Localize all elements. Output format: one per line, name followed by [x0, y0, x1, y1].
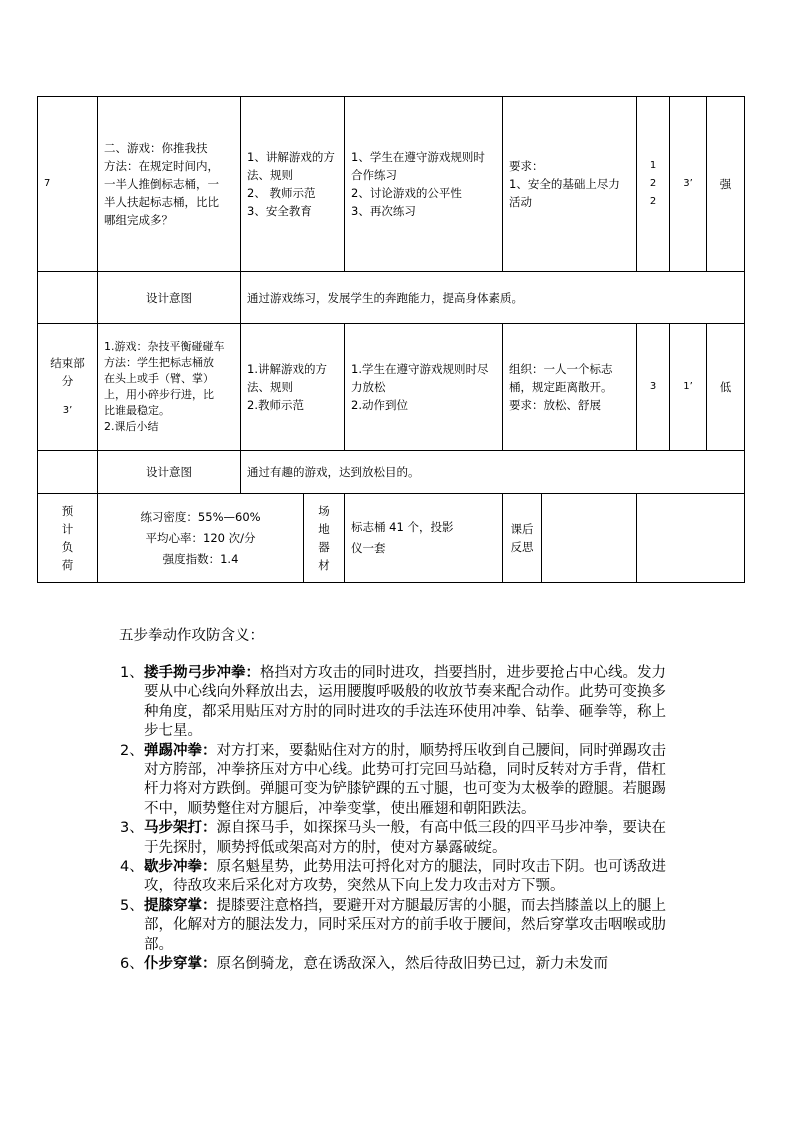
list-item: 4、 歇步冲拳：原名魁星势，此势用法可捋化对方的腿法，同时攻击下阴。也可诱敌进攻，待敌攻来后采化对方攻势，突然从下向上发力攻击对方下颚。 [120, 859, 666, 895]
ending-student: 1.学生在遵守游戏规则时尽 力放松 2.动作到位 [345, 324, 503, 451]
load-values [98, 494, 304, 583]
reflection-label: 课后 反思 [503, 494, 542, 582]
design-text-2: 通过有趣的游戏，达到放松目的。 [241, 451, 745, 494]
ending-organization: 组织：一人一个标志 桶，规定距离散开。 要求：放松、舒展 [503, 324, 637, 451]
list-item: 2、 弹踢冲拳：对方打来，要黏贴住对方的肘，顺势捋压收到自己腰间，同时弹踢攻击对方胯部，冲拳挤压对方中心线。此势可打完回马站稳，同时反转对方手背，借杠杆力将对方跌倒。弹腿可变为铲膝铲踝的五寸腿，也可变为太极拳的蹬腿。若腿踢不中，顺势蹩住对方腿后，冲拳变掌，使出雁翅和朝阳跌法。 [120, 742, 666, 817]
list-item: 1、 搂手拗弓步冲拳：格挡对方攻击的同时进攻，挡要挡肘，进步要抢占中心线。发力要从中心线向外释放出去，运用腰腹呼吸般的收放节奏来配合动作。此势可变换多种角度，都采用贴压对方肘的同时进攻的手法连环使用冲拳、钻拳、砸拳等，称上步七星。 [120, 665, 666, 740]
ending-teacher: 1.讲解游戏的方 法、规则 2.教师示范 [241, 324, 345, 451]
table-row-load [38, 494, 745, 583]
table-row-design-1 [38, 272, 745, 324]
row7-times: 1 2 2 [637, 97, 670, 272]
ending-part: 结束部 分 3’ [38, 324, 98, 451]
row7-teacher: 1、讲解游戏的方 法、规则 2、 教师示范 3、安全教育 [241, 97, 345, 272]
table-row-design-2 [38, 451, 745, 494]
list-item: 3、 马步架打：源自探马手，如探探马头一般，有高中低三段的四平马步冲拳，要诀在于先探肘，顺势捋低或架高对方的肘，使对方暴露破绽。 [120, 820, 666, 856]
row7-student: 1、学生在遵守游戏规则时 合作练习 2、讨论游戏的公平性 3、再次练习 [345, 97, 503, 272]
ending-duration: 1’ [670, 324, 707, 451]
list-item: 5、 提膝穿掌：提膝要注意格挡，要避开对方腿最厉害的小腿，而去挡膝盖以上的腿上部，化解对方的腿法发力，同时采压对方的前手收于腰间，然后穿掌攻击咽喉或肋部。 [120, 897, 666, 953]
row7-content: 二、游戏：你推我扶 方法：在规定时间内， 一半人推倒标志桶，一 半人扶起标志桶，比比 哪组完成多？ [98, 97, 241, 272]
design-label: 设计意图 [98, 272, 241, 324]
intensity-index: 强度指数：1.4 [162, 551, 239, 566]
table-row-ending [38, 324, 745, 451]
design-text: 通过游戏练习，发展学生的奔跑能力，提高身体素质。 [241, 272, 745, 324]
average-heart-rate: 平均心率：120 次/分 [145, 530, 256, 545]
reflection-cell [503, 494, 637, 583]
lesson-plan-table [37, 96, 745, 583]
moves-list [120, 664, 680, 975]
venue-label: 场 地 器 材 [304, 494, 345, 583]
row7-duration: 3’ [670, 97, 707, 272]
ending-times: 3 [637, 324, 670, 451]
equipment: 标志桶 41 个，投影 仪一套 [345, 494, 503, 583]
ending-content: 1.游戏：杂技平衡碰碰车 方法：学生把标志桶放 在头上或手（臂、掌） 上，用小碎步行进，比 比谁最稳定。 2.课后小结 [98, 324, 241, 451]
design-label-2: 设计意图 [98, 451, 241, 494]
row7-index: 7 [38, 97, 98, 272]
ending-intensity: 低 [707, 324, 745, 451]
table-row-7 [38, 97, 745, 272]
row7-intensity: 强 [707, 97, 745, 272]
list-item: 6、 仆步穿掌：原名倒骑龙，意在诱敌深入，然后待敌旧势已过，新力未发而 [120, 956, 608, 973]
load-label: 预 计 负 荷 [38, 494, 98, 583]
section-title: 五步拳动作攻防含义： [119, 628, 264, 644]
practice-density: 练习密度：55%—60% [140, 509, 261, 524]
row7-organization: 要求： 1、安全的基础上尽力 活动 [503, 97, 637, 272]
